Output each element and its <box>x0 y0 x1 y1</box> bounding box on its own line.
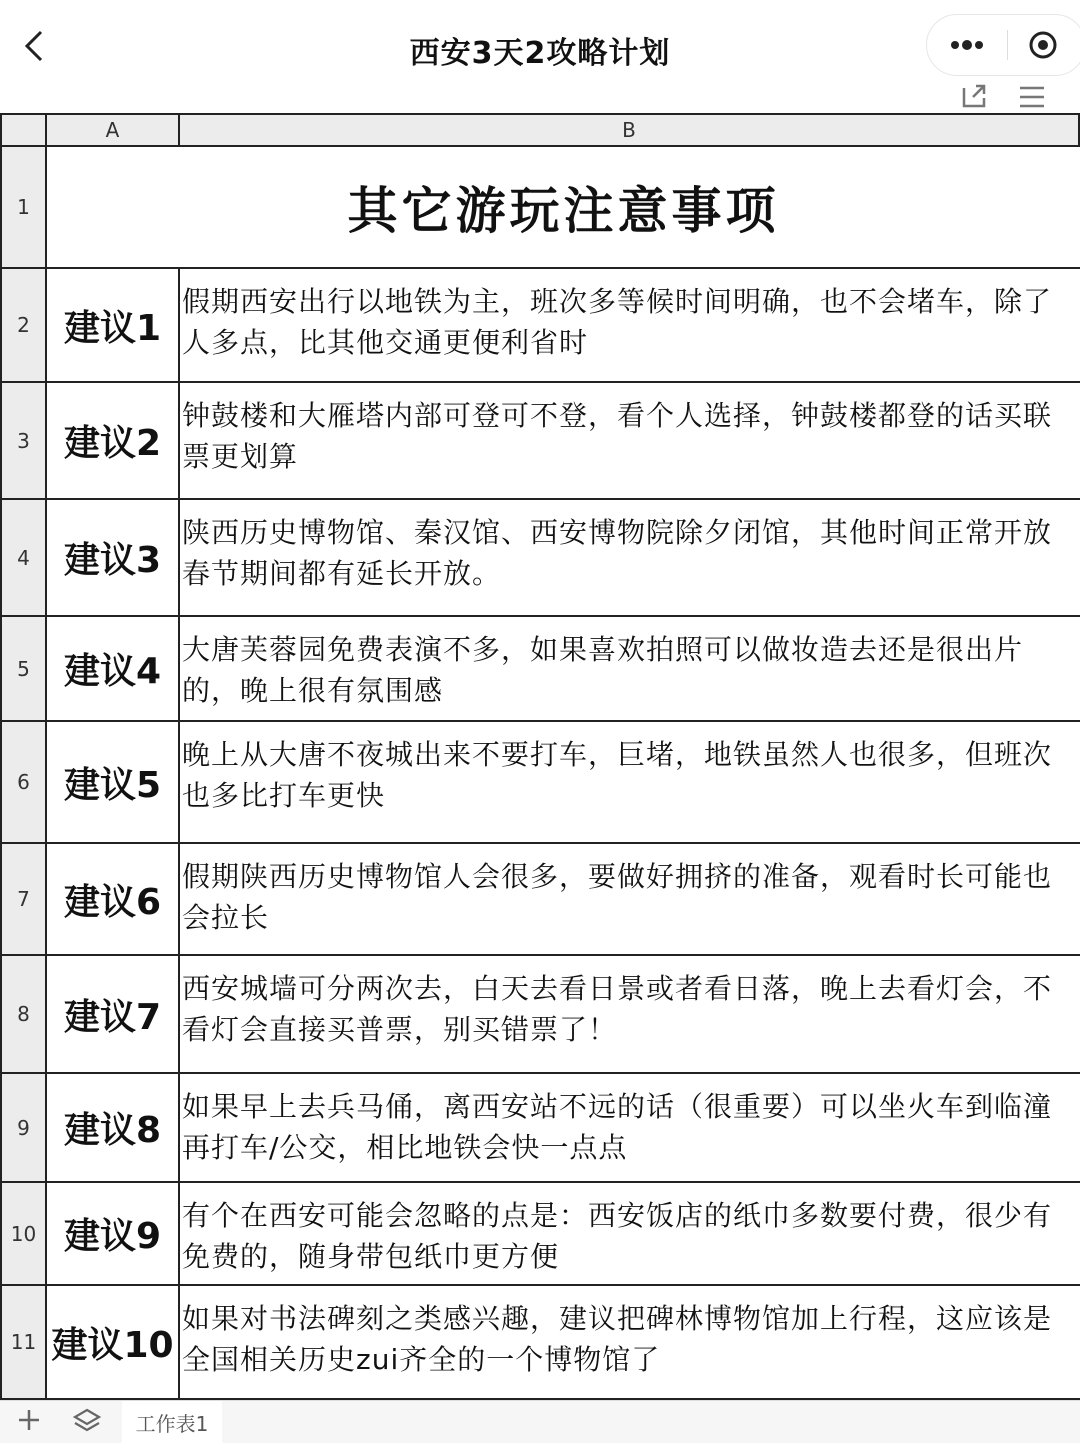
suggestion-label-cell[interactable]: 建议5 <box>47 722 180 844</box>
sheet-tab-bar <box>0 1400 1080 1443</box>
corner-header[interactable] <box>0 113 47 147</box>
more-button[interactable] <box>927 14 1007 76</box>
suggestion-text-cell[interactable]: 如果对书法碑刻之类感兴趣，建议把碑林博物馆加上行程，这应该是全国相关历史zui齐全的一个博物馆了 <box>180 1286 1080 1400</box>
suggestion-label-cell[interactable]: 建议6 <box>47 844 180 956</box>
table-row <box>0 617 1080 722</box>
row-number[interactable]: 6 <box>0 722 47 844</box>
suggestion-text-cell[interactable]: 陕西历史博物馆、秦汉馆、西安博物院除夕闭馆，其他时间正常开放春节期间都有延长开放。 <box>180 500 1080 617</box>
suggestion-text-cell[interactable]: 大唐芙蓉园免费表演不多，如果喜欢拍照可以做妆造去还是很出片的，晚上很有氛围感 <box>180 617 1080 722</box>
row-number[interactable]: 7 <box>0 844 47 956</box>
suggestion-label-cell[interactable]: 建议7 <box>47 956 180 1074</box>
table-row <box>0 1286 1080 1400</box>
row-number[interactable]: 11 <box>0 1286 47 1400</box>
table-row <box>0 722 1080 844</box>
layers-icon <box>72 1405 102 1435</box>
column-header-a[interactable]: A <box>47 113 180 147</box>
row-number[interactable]: 8 <box>0 956 47 1074</box>
row-number[interactable]: 4 <box>0 500 47 617</box>
table-row <box>0 1074 1080 1183</box>
suggestion-label-cell[interactable]: 建议3 <box>47 500 180 617</box>
suggestion-label-cell[interactable]: 建议9 <box>47 1183 180 1286</box>
add-sheet-button[interactable] <box>14 1405 44 1435</box>
suggestion-label-cell[interactable]: 建议2 <box>47 383 180 500</box>
suggestion-label-cell[interactable]: 建议8 <box>47 1074 180 1183</box>
table-row <box>0 500 1080 617</box>
page-title: 西安3天2攻略计划 <box>409 36 671 71</box>
suggestion-label-cell[interactable]: 建议1 <box>47 269 180 383</box>
suggestion-text-cell[interactable]: 有个在西安可能会忽略的点是：西安饭店的纸巾多数要付费，很少有免费的，随身带包纸巾更方便 <box>180 1183 1080 1286</box>
table-row <box>0 844 1080 956</box>
menu-button[interactable] <box>1016 82 1050 112</box>
table-row <box>0 383 1080 500</box>
suggestion-text-cell[interactable]: 晚上从大唐不夜城出来不要打车，巨堵，地铁虽然人也很多，但班次也多比打车更快 <box>180 722 1080 844</box>
column-header-b[interactable]: B <box>180 113 1080 147</box>
suggestion-text-cell[interactable]: 假期陕西历史博物馆人会很多，要做好拥挤的准备，观看时长可能也会拉长 <box>180 844 1080 956</box>
close-button[interactable] <box>1008 14 1078 76</box>
title-cell[interactable]: 其它游玩注意事项 <box>47 147 1080 269</box>
table-row <box>0 269 1080 383</box>
more-dots-icon <box>950 40 984 50</box>
mini-program-capsule <box>926 14 1080 76</box>
share-button[interactable] <box>960 82 994 112</box>
row-number[interactable]: 2 <box>0 269 47 383</box>
suggestion-label-cell[interactable]: 建议10 <box>47 1286 180 1400</box>
sheet-tab-active[interactable]: 工作表1 <box>122 1401 222 1443</box>
suggestion-text-cell[interactable]: 西安城墙可分两次去，白天去看日景或者看日落，晚上去看灯会，不看灯会直接买普票，别买错票了！ <box>180 956 1080 1074</box>
row-number[interactable]: 9 <box>0 1074 47 1183</box>
table-row <box>0 1183 1080 1286</box>
app-header <box>0 0 1080 95</box>
row-number[interactable]: 3 <box>0 383 47 500</box>
table-row-title <box>0 147 1080 269</box>
share-out-icon <box>960 82 990 110</box>
plus-icon <box>14 1405 44 1435</box>
sheet-toolbar <box>960 82 1080 116</box>
menu-lines-icon <box>1016 82 1044 110</box>
row-number[interactable]: 1 <box>0 147 47 269</box>
suggestion-label-cell[interactable]: 建议4 <box>47 617 180 722</box>
suggestion-text-cell[interactable]: 假期西安出行以地铁为主，班次多等候时间明确，也不会堵车，除了人多点，比其他交通更便利省时 <box>180 269 1080 383</box>
target-circle-icon <box>1028 30 1058 60</box>
sheet-list-button[interactable] <box>72 1405 104 1435</box>
suggestion-text-cell[interactable]: 钟鼓楼和大雁塔内部可登可不登，看个人选择，钟鼓楼都登的话买联票更划算 <box>180 383 1080 500</box>
suggestion-text-cell[interactable]: 如果早上去兵马俑，离西安站不远的话（很重要）可以坐火车到临潼再打车/公交，相比地铁会快一点点 <box>180 1074 1080 1183</box>
row-number[interactable]: 5 <box>0 617 47 722</box>
row-number[interactable]: 10 <box>0 1183 47 1286</box>
table-row <box>0 956 1080 1074</box>
